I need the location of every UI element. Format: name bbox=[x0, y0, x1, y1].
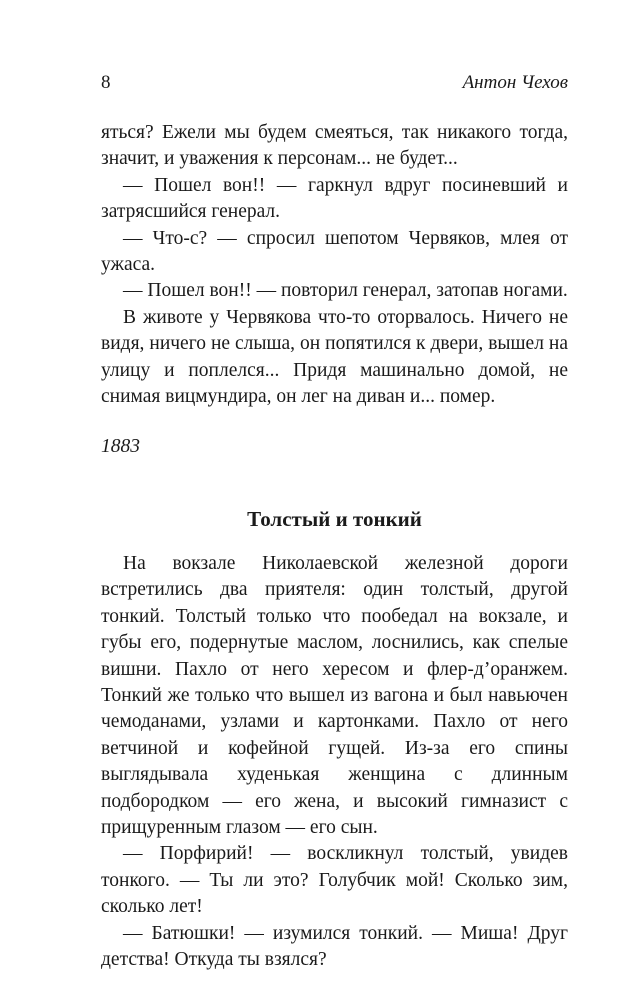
paragraph: На вокзале Николаевской железной дороги встретились два приятеля: один толстый, другой тонкий. Толстый только что пообедал на вокзале, и губы его, подернутые маслом, лоснились, как спелые вишни. Пахло от него хересом и флер-д’оранжем. Тонкий же только что вышел из вагона и был навьючен чемоданами, узлами и картонками. Пахло от него ветчиной и кофейной гущей. Из-за его спины выглядывала худенькая женщина с длинным подбородком — его жена, и высокий гимназист с прищуренным глазом — его сын. bbox=[101, 553, 568, 839]
paragraph: — Порфирий! — воскликнул толстый, увидев тонкого. — Ты ли это? Голубчик мой! Сколько зим, сколько лет! bbox=[101, 843, 568, 918]
paragraph: В животе у Червякова что-то оторвалось. Ничего не видя, ничего не слыша, он попятился к двери, вышел на улицу и поплелся... Придя машинально домой, не снимая вицмундира, он лег на диван и... помер. bbox=[101, 306, 568, 408]
running-title: Антон Чехов bbox=[462, 72, 568, 93]
paragraph: — Пошел вон!! — гаркнул вдруг посиневший и затрясшийся генерал. bbox=[101, 174, 568, 223]
page-number: 8 bbox=[101, 72, 111, 93]
paragraph: яться? Ежели мы будем смеяться, так никакого тогда, значит, и уважения к персонам... не будет... bbox=[101, 122, 568, 170]
paragraph: — Пошел вон!! — повторил генерал, затопав ногами. bbox=[123, 280, 568, 302]
paragraph: — Что-с? — спросил шепотом Червяков, млея от ужаса. bbox=[101, 227, 568, 276]
page-header bbox=[101, 72, 568, 98]
story-title: Толстый и тонкий bbox=[247, 507, 422, 531]
previous-story-ending bbox=[101, 120, 568, 410]
story-year: 1883 bbox=[101, 436, 140, 457]
story-body bbox=[101, 551, 568, 974]
paragraph: — Батюшки! — изумился тонкий. — Миша! Друг детства! Откуда ты взялся? bbox=[101, 922, 568, 971]
